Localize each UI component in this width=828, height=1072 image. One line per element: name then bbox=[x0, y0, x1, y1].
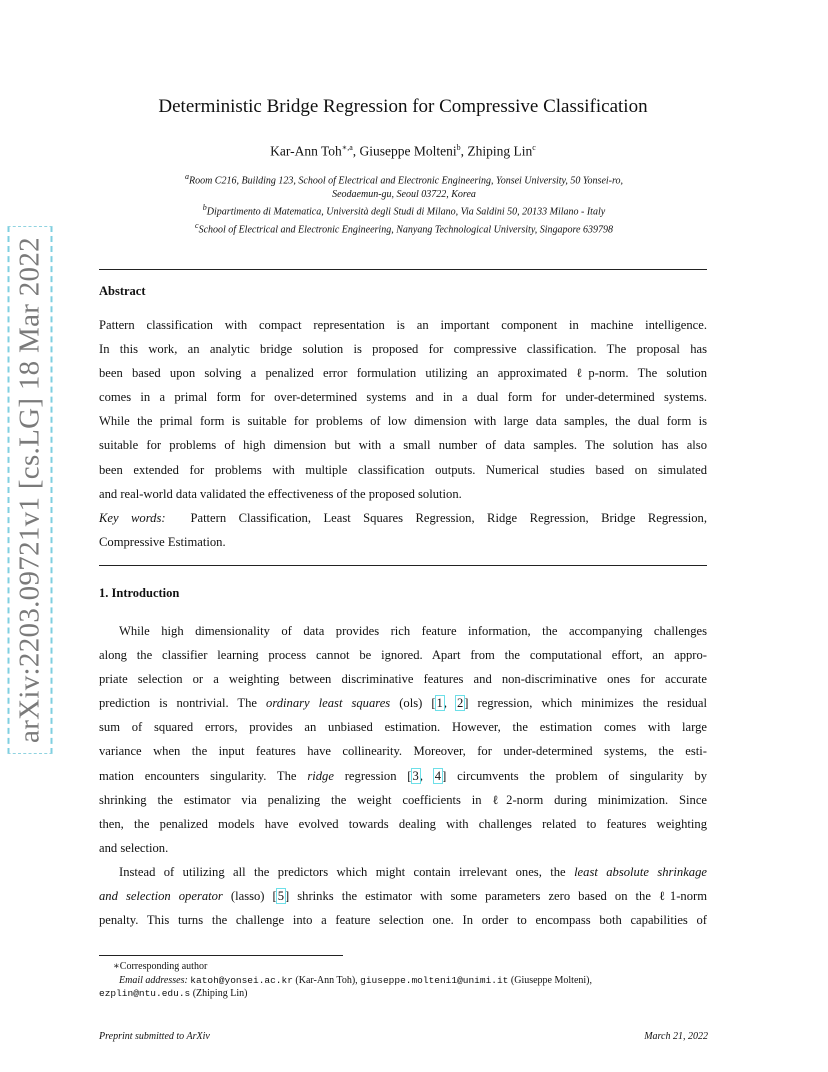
affiliation-line: $^c$School of Electrical and Electronic Engineering, Nanyang Technological University, Singapore 639798 bbox=[195, 221, 613, 236]
citation-link[interactable]: 5 bbox=[277, 889, 285, 904]
keywords-label: Key words: bbox=[99, 510, 166, 525]
abstract-line: Pattern classification with compact representation is an important component in machine intelligence. bbox=[99, 318, 707, 332]
keywords-line: Key words: Pattern Classification, Least Squares Regression, Ridge Regression, Bridge Regression, bbox=[99, 510, 708, 525]
arxiv-sidebar bbox=[0, 237, 60, 743]
abstract-line: been extended for problems with multiple classification outputs. Numerical studies based on simulated bbox=[99, 462, 707, 477]
email-link[interactable]: ezplin@ntu.edu.s bbox=[99, 988, 191, 999]
abstract-line: and real-world data validated the effectiveness of the proposed solution. bbox=[99, 486, 462, 501]
footnote-rule bbox=[99, 955, 343, 956]
affiliation-line: $^a$Room C216, Building 123, School of Electrical and Electronic Engineering, Yonsei University, 50 Yonsei-ro, bbox=[184, 172, 624, 187]
corresponding-author-note: ∗Corresponding author bbox=[113, 961, 208, 972]
introduction-heading: 1. Introduction bbox=[99, 586, 180, 600]
author-marks: b bbox=[456, 143, 461, 152]
arxiv-identifier[interactable]: arXiv:2203.09721v1 [cs.LG] 18 Mar 2022 bbox=[8, 226, 53, 754]
abstract-line: In this work, an analytic bridge solution is proposed for compressive classification. The proposal has bbox=[99, 342, 707, 357]
footer-left: Preprint submitted to ArXiv bbox=[99, 1031, 210, 1042]
citation-link[interactable]: 1 bbox=[436, 696, 443, 711]
abstract-line: been based upon solving a penalized error formulation utilizing an approximated ℓp-norm. The solution bbox=[99, 366, 707, 381]
author-name: Zhiping Lin bbox=[467, 143, 533, 159]
abstract-heading: Abstract bbox=[99, 284, 146, 298]
abstract-top-rule bbox=[99, 269, 707, 270]
paper-title: Deterministic Bridge Regression for Compressive Classification bbox=[158, 96, 648, 117]
abstract-line: comes in a primal form for over-determined systems and in a dual form for under-determined systems. bbox=[99, 390, 707, 405]
author-list: Kar-Ann Toh$^{∗,a}$, Giuseppe Molteni$^b$, Zhiping Lin$^c$ bbox=[270, 143, 536, 159]
email-line: ezplin@ntu.edu.s (Zhiping Lin) bbox=[99, 988, 248, 999]
author-name: Giuseppe Molteni bbox=[359, 143, 457, 159]
abstract-line: While the primal form is suitable for problems of low dimension with large data samples, the dual form is bbox=[99, 414, 707, 429]
intro-paragraph-1: While high dimensionality of data provides rich feature information, the accompanying challenges along the classifier learning process cannot be ignored. Apart from the computational effort, an appro- priate selection or a weighting between discriminative features and non-discriminative ones for accurate prediction is nontrivial. The ordinary least squares (ols) [1, 2] regression, which minimizes the residual sum of squared errors, provides an unbiased estimation. However, the estimation comes with large variance when the input features have collinearity. Moreover, for under-determined systems, the esti- mation encounters singularity. The ridge regression [3, 4] circumvents the problem of singularity by shrinking the estimator via penalizing the weight coefficients in ℓ2-norm during minimization. Since then, the penalized models have evolved towards dealing with challenges related to features weighting and selection. bbox=[99, 624, 708, 855]
affiliation-line: Seodaemun-gu, Seoul 03722, Korea bbox=[332, 188, 476, 200]
keywords-line: Compressive Estimation. bbox=[99, 534, 226, 549]
email-link[interactable]: katoh@yonsei.ac.kr bbox=[190, 974, 293, 986]
footnote bbox=[99, 960, 709, 1001]
abstract-bottom-rule bbox=[99, 565, 707, 566]
citation-link[interactable]: 2 bbox=[457, 696, 464, 711]
footer-date: March 21, 2022 bbox=[644, 1031, 708, 1042]
abstract-body bbox=[99, 313, 707, 554]
author-name: Kar-Ann Toh bbox=[270, 143, 342, 159]
author-marks: c bbox=[532, 143, 536, 152]
email-link[interactable]: giuseppe.molteni1@unimi.it bbox=[360, 974, 509, 986]
citation-link[interactable]: 4 bbox=[434, 768, 442, 783]
affiliations bbox=[100, 170, 708, 237]
email-line: Email addresses: katoh@yonsei.ac.kr (Kar-Ann Toh), giuseppe.molteni1@unimi.it (Giuseppe Molteni), bbox=[119, 974, 592, 986]
affiliation-line: $^b$Dipartimento di Matematica, Università degli Studi di Milano, Via Saldini 50, 20133 Milano - Italy bbox=[202, 203, 606, 218]
abstract-line: suitable for problems of high dimension but with a small number of data samples. The solution has also bbox=[99, 438, 707, 453]
intro-paragraph-2: Instead of utilizing all the predictors which might contain irrelevant ones, the least absolute shrinkage and selection operator (lasso) [5] shrinks the estimator with some parameters zero based on the ℓ1-norm penalty. This turns the challenge into a feature selection one. In order to encompass both capabilities of bbox=[99, 865, 708, 928]
author-marks: ∗,a bbox=[341, 143, 353, 152]
citation-link[interactable]: 3 bbox=[412, 768, 419, 783]
